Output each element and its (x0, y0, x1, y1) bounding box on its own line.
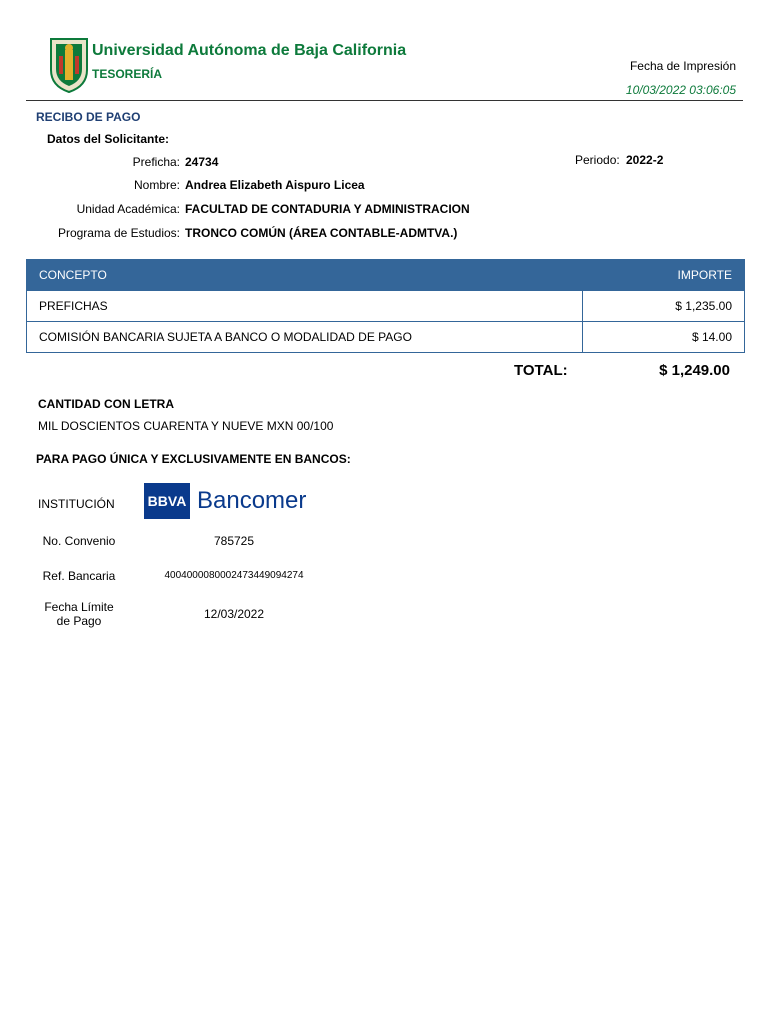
university-name: Universidad Autónoma de Baja California (92, 42, 407, 59)
unit-label: Unidad Académica: (76, 202, 180, 216)
amount-header: IMPORTE (583, 260, 745, 291)
agreement-label: No. Convenio (42, 534, 116, 548)
print-date-label: Fecha de Impresión (629, 59, 736, 73)
bbva-logo-box: BBVA (144, 483, 190, 519)
university-crest-logo (48, 36, 90, 94)
name-label: Nombre: (133, 178, 180, 192)
prefolio-value: 24734 (185, 155, 219, 169)
program-value: TRONCO COMÚN (ÁREA CONTABLE-ADMTVA.) (185, 226, 458, 240)
bank-reference-value: 40040000800024734490942​74 (164, 570, 304, 581)
unit-value: FACULTAD DE CONTADURIA Y ADMINISTRACION (185, 202, 470, 216)
program-label: Programa de Estudios: (57, 226, 180, 240)
total-value: $ 1,249.00 (659, 362, 730, 379)
deadline-value: 12/03/2022 (203, 607, 265, 621)
header-divider (26, 100, 743, 101)
deadline-label: Fecha Límite de Pago (44, 600, 114, 628)
amount-in-words-title: CANTIDAD CON LETRA (38, 397, 174, 411)
payment-items-table (26, 259, 745, 353)
table-header-row (27, 260, 745, 291)
period-label: Periodo: (575, 153, 620, 167)
amount-in-words: MIL DOSCIENTOS CUARENTA Y NUEVE MXN 00/100 (38, 419, 334, 433)
prefolio-label: Preficha: (132, 155, 180, 169)
applicant-section-title: Datos del Solicitante: (47, 132, 170, 146)
agreement-value: 785725 (213, 534, 255, 548)
bank-reference-label: Ref. Bancaria (42, 569, 116, 583)
row-concept: COMISIÓN BANCARIA SUJETA A BANCO O MODALIDAD DE PAGO (27, 322, 583, 353)
bancomer-logo-text: Bancomer (197, 487, 307, 514)
row-amount: $ 1,235.00 (583, 291, 745, 322)
receipt-title: RECIBO DE PAGO (36, 110, 141, 124)
row-amount: $ 14.00 (583, 322, 745, 353)
total-label: TOTAL: (514, 362, 568, 379)
institution-label: INSTITUCIÓN (38, 497, 115, 511)
name-value: Andrea Elizabeth Aispuro Licea (185, 178, 365, 192)
concept-header: CONCEPTO (27, 260, 583, 291)
period-value: 2022-2 (626, 153, 664, 167)
table-row (27, 291, 745, 322)
table-row (27, 322, 745, 353)
bank-payment-title: PARA PAGO ÚNICA Y EXCLUSIVAMENTE EN BANCOS: (36, 452, 351, 466)
row-concept: PREFICHAS (27, 291, 583, 322)
department-name: TESORERÍA (92, 67, 163, 81)
print-date-value: 10/03/2022 03:06:05 (625, 83, 736, 97)
bank-logo (144, 483, 306, 519)
